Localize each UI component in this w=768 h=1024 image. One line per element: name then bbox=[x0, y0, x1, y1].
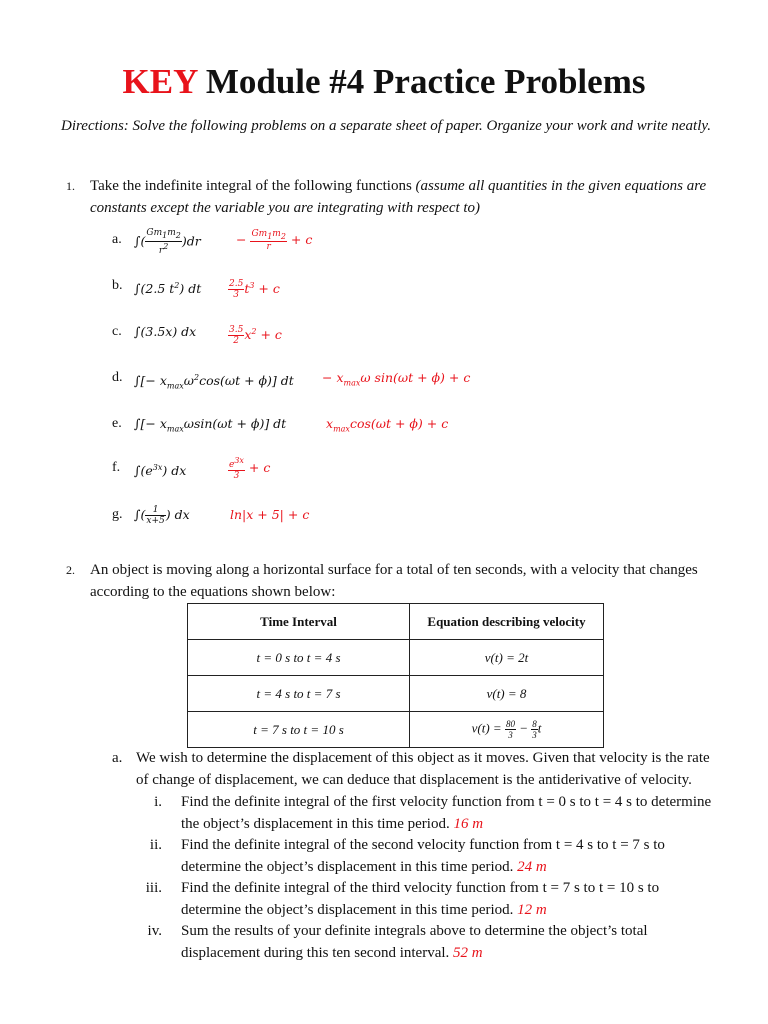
directions: Directions: Solve the following problems on a separate sheet of paper. Organize your work and write neatly. bbox=[61, 118, 711, 134]
item-answer: ln|x + 5| + c bbox=[230, 507, 310, 522]
item-label: e. bbox=[112, 416, 122, 431]
column-header: Equation describing velocity bbox=[410, 604, 604, 640]
problem-1-note: (assume all quantities in the given equations are constants except the variable you are integrating with respect to) bbox=[90, 178, 707, 216]
sub-label: iv. bbox=[147, 923, 162, 939]
title-rest: Module #4 Practice Problems bbox=[197, 62, 646, 101]
integral-item-a bbox=[112, 228, 712, 256]
velocity-table bbox=[187, 603, 604, 748]
table-cell: t = 0 s to t = 4 s bbox=[188, 640, 410, 676]
item-label: g. bbox=[112, 507, 123, 522]
table-cell: v(t) = 2t bbox=[410, 640, 604, 676]
item-label: c. bbox=[112, 324, 122, 339]
sub-item-iii bbox=[136, 877, 716, 921]
table-cell: t = 7 s to t = 10 s bbox=[188, 712, 410, 748]
integral-item-b bbox=[112, 274, 712, 301]
sub-label: ii. bbox=[149, 837, 162, 853]
table-cell: t = 4 s to t = 7 s bbox=[188, 676, 410, 712]
item-expression: ∫(3.5x) dx bbox=[134, 324, 197, 339]
problem-2-text: An object is moving along a horizontal surface for a total of ten seconds, with a velocity that changes according to the equations shown below: bbox=[90, 562, 698, 600]
item-label: f. bbox=[112, 460, 121, 475]
sub-text: Find the definite integral of the third velocity function from t = 7 s to t = 10 s to determine the object’s displacement in this time period. bbox=[181, 880, 660, 918]
problem-1-number: 1. bbox=[66, 179, 75, 193]
item-answer: − $\frac{Gm_1m_2}{r}$ + c bbox=[236, 228, 313, 253]
item-label: d. bbox=[112, 370, 123, 385]
integral-item-d bbox=[112, 366, 712, 390]
part-a-label: a. bbox=[112, 750, 123, 766]
problem-2 bbox=[66, 559, 716, 603]
sub-item-ii bbox=[136, 834, 716, 878]
item-answer: $\frac{3.5}{2}$ $x^2 + c$ bbox=[229, 325, 282, 347]
table-cell: v(t) = $\frac{80}{3}$ − $\frac{8}{3}$ t bbox=[410, 712, 604, 748]
sub-label: iii. bbox=[145, 880, 162, 896]
table-row bbox=[188, 712, 604, 748]
item-answer: $\frac{2.5}{3}$ $t^3 + c$ bbox=[229, 279, 280, 301]
integral-item-e bbox=[112, 412, 712, 436]
sub-text: Find the definite integral of the second velocity function from t = 4 s to t = 7 s to determine the object’s displacement in this time period. bbox=[181, 837, 665, 875]
part-a-text: We wish to determine the displacement of this object as it moves. Given that velocity is the rate of change of displacement, we can deduce that displacement is the antiderivative of velocity. bbox=[136, 750, 710, 788]
item-answer: − $x_{max}\omega$ sin(ωt + ϕ) + c bbox=[322, 370, 471, 388]
integral-item-g bbox=[112, 503, 712, 527]
sub-answer: 52 m bbox=[453, 945, 483, 961]
problem-1-text: Take the indefinite integral of the following functions bbox=[90, 178, 416, 194]
item-expression: $\int(e^{3x})$ dx bbox=[134, 463, 187, 479]
sub-answer: 24 m bbox=[517, 859, 547, 875]
item-expression: ∫( $\frac{1}{x+5}$ ) dx bbox=[134, 505, 190, 526]
sub-text: Sum the results of your definite integrals above to determine the object’s total displacement during this ten second interval. bbox=[181, 923, 648, 961]
item-answer: $\frac{e^{3x}}{3}$ + c bbox=[229, 456, 271, 481]
part-a bbox=[112, 747, 724, 791]
item-label: a. bbox=[112, 232, 122, 247]
integral-item-f bbox=[112, 456, 712, 480]
sub-label: i. bbox=[154, 794, 162, 810]
table-header-row bbox=[188, 604, 604, 640]
item-expression: ∫[− $x_{max}\omega^2\cos(\omega t + \phi)$] dt bbox=[134, 373, 294, 391]
sub-text: Find the definite integral of the first velocity function from t = 0 s to t = 4 s to determine the object’s displacement in this time period. bbox=[181, 794, 712, 832]
item-expression: ∫(2.5 $t^2$) dt bbox=[134, 281, 202, 297]
problem-1 bbox=[66, 175, 716, 219]
page-title bbox=[0, 60, 768, 104]
title-key: KEY bbox=[122, 62, 198, 101]
sub-item-iv bbox=[136, 920, 716, 964]
column-header: Time Interval bbox=[188, 604, 410, 640]
sub-item-i bbox=[136, 791, 716, 835]
integral-item-c bbox=[112, 320, 712, 347]
item-answer: $x_{max}\cos(\omega t + \phi) + c$ bbox=[326, 416, 449, 434]
table-row bbox=[188, 676, 604, 712]
problem-2-number: 2. bbox=[66, 563, 75, 577]
table-row bbox=[188, 640, 604, 676]
item-expression: ∫( $\frac{Gm_1m_2}{r^2}$ )dr bbox=[134, 228, 201, 256]
item-expression: ∫[− $x_{max}\omega\sin(\omega t + \phi)$] dt bbox=[134, 416, 287, 434]
item-label: b. bbox=[112, 278, 123, 293]
sub-answer: 16 m bbox=[453, 816, 484, 832]
sub-answer: 12 m bbox=[517, 902, 547, 918]
table-cell: v(t) = 8 bbox=[410, 676, 604, 712]
